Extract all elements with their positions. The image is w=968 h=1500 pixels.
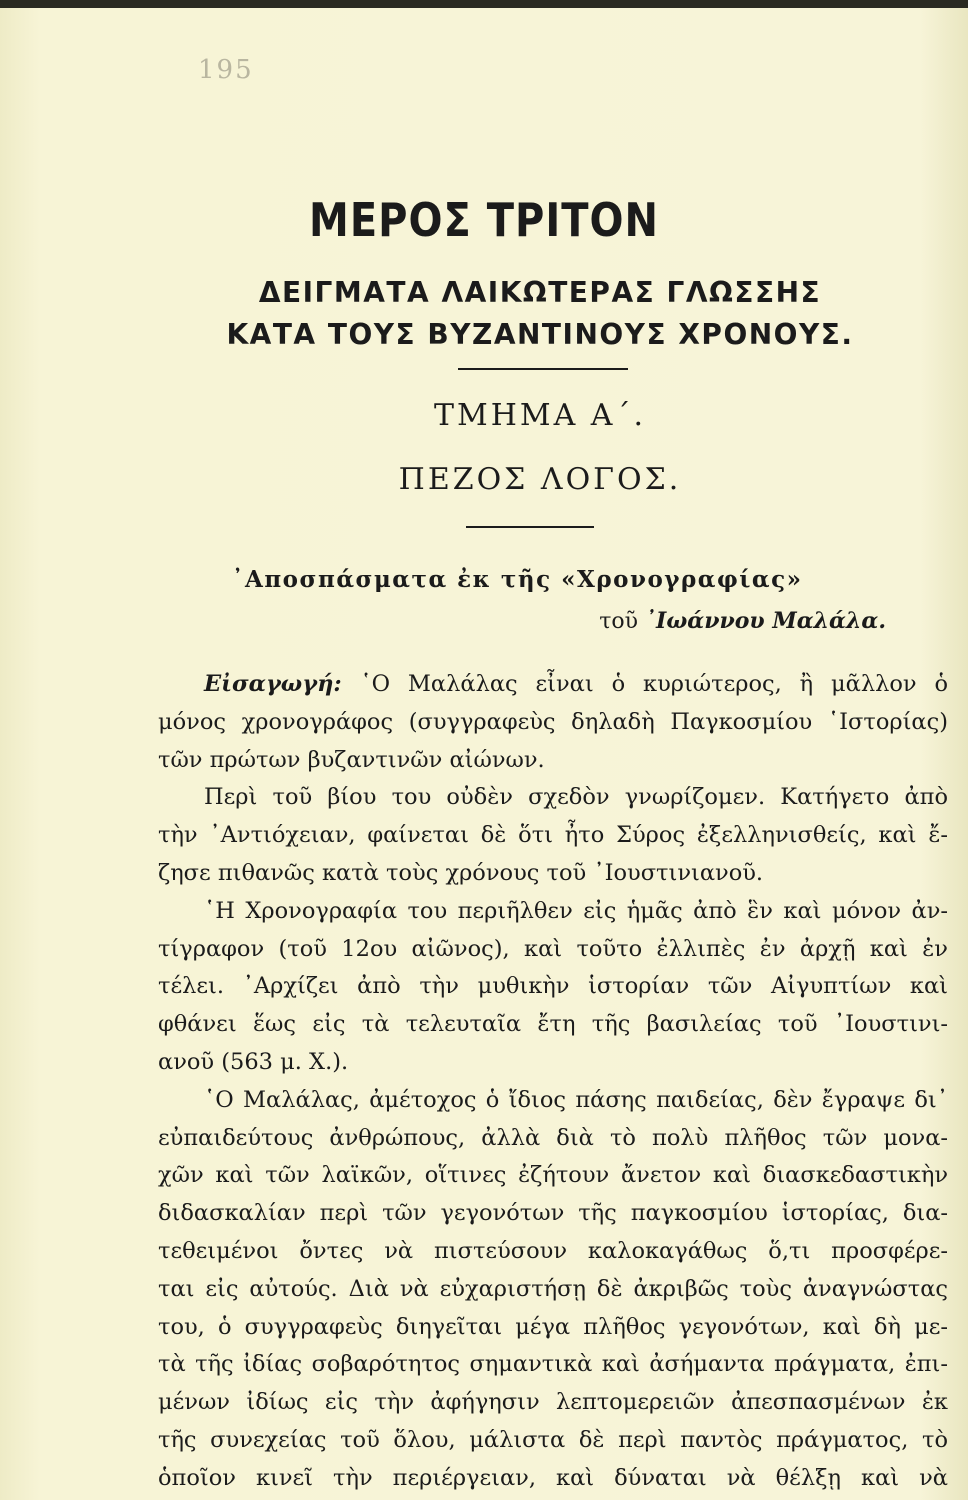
text-line [158, 1346, 948, 1384]
body-text [158, 666, 948, 1498]
text-line [158, 1384, 948, 1422]
text-line-content: τὴν ᾿Αντιόχειαν, φαίνεται δὲ ὅτι ἦτο Σύρος ἐξελληνισθείς, καὶ ἔ- [158, 822, 948, 849]
excerpt-title: ᾿Αποσπάσματα ἐκ τῆς «Χρονογραφίας» [232, 566, 803, 593]
text-line-content: του, ὁ συγγραφεὺς διηγεῖται μέγα πλῆθος γεγονότων, καὶ δὴ με- [158, 1313, 948, 1340]
text-line [158, 1006, 948, 1044]
text-line [158, 779, 948, 817]
text-line-content: ται εἰς αὐτούς. Διὰ νὰ εὐχαριστήσῃ δὲ ἀκριβῶς τοὺς ἀναγνώστας [158, 1275, 948, 1302]
intro-label: Εἰσαγωγή: [204, 671, 361, 697]
text-line-content: μόνος χρονογράφος (συγγραφεὺς δηλαδὴ Παγκοσμίου ῾Ιστορίας) [158, 708, 948, 735]
text-line-content: ῾Η Χρονογραφία του περιῆλθεν εἰς ἡμᾶς ἀπὸ ἓν καὶ μόνον ἀν- [204, 897, 948, 924]
text-line [158, 1120, 948, 1158]
subtitle-line-1: ΔΕΙΓΜΑΤΑ ΛΑΙΚΩΤΕΡΑΣ ΓΛΩΣΣΗΣ [258, 276, 822, 309]
text-line-content: διδασκαλίαν περὶ τῶν γεγονότων τῆς παγκοσμίου ἱστορίας, δια- [158, 1200, 948, 1227]
text-line [158, 931, 948, 969]
text-line-content: τῶν πρώτων βυζαντινῶν αἰώνων. [158, 746, 545, 773]
subtitle-line-2: ΚΑΤΑ ΤΟΥΣ ΒΥΖΑΝΤΙΝΟΥΣ ΧΡΟΝΟΥΣ. [226, 318, 854, 351]
text-line-content: ῾Ο Μαλάλας εἶναι ὁ κυριώτερος, ἢ μᾶλλον ὁ [360, 671, 949, 697]
part-title: ΜΕΡΟΣ ΤΡΙΤΟΝ [309, 194, 659, 248]
text-line [158, 1271, 948, 1309]
text-line [158, 1195, 948, 1233]
text-line [158, 855, 948, 893]
text-line-content: τῆς συνεχείας τοῦ ὅλου, μάλιστα δὲ περὶ παντὸς πράγματος, τὸ [158, 1426, 948, 1453]
section-title: ΤΜΗΜΑ Α΄. [433, 398, 646, 433]
author-prefix: τοῦ [599, 609, 639, 634]
text-line [158, 1422, 948, 1460]
text-line [158, 666, 948, 704]
text-line-content: τίγραφον (τοῦ 12ου αἰῶνος), καὶ τοῦτο ἐλλιπὲς ἐν ἀρχῇ καὶ ἐν [158, 935, 948, 962]
page-top-edge [0, 0, 968, 8]
text-line [158, 1157, 948, 1195]
text-line-content: ῾Ο Μαλάλας, ἀμέτοχος ὁ ἴδιος πάσης παιδείας, δὲν ἔγραψε δι᾿ [204, 1086, 948, 1113]
divider-rule [458, 368, 628, 370]
divider-rule [466, 526, 594, 528]
text-line [158, 704, 948, 742]
text-line-content: μένων ἰδίως εἰς τὴν ἀφήγησιν λεπτομερειῶν ἀπεσπασμένων ἐκ [158, 1389, 948, 1416]
text-line-content: τέλει. ᾿Αρχίζει ἀπὸ τὴν μυθικὴν ἱστορίαν τῶν Αἰγυπτίων καὶ [158, 973, 948, 1000]
text-line [158, 893, 948, 931]
text-line-content: χῶν καὶ τῶν λαϊκῶν, οἵτινες ἐζήτουν ἄνετον καὶ διασκεδαστικὴν [158, 1162, 948, 1189]
text-line [158, 1309, 948, 1347]
text-line-content: τεθειμένοι ὄντες νὰ πιστεύσουν καλοκαγάθως ὅ,τι προσφέρε- [158, 1237, 948, 1264]
text-line [158, 1460, 948, 1498]
page-number: 195 [198, 55, 254, 85]
text-line [158, 817, 948, 855]
text-line [158, 1082, 948, 1120]
text-line-content: φθάνει ἕως εἰς τὰ τελευταῖα ἔτη τῆς βασιλείας τοῦ ᾿Ιουστινι- [158, 1011, 948, 1038]
text-line-content: Περὶ τοῦ βίου του οὐδὲν σχεδὸν γνωρίζομεν. Κατήγετο ἀπὸ [204, 784, 948, 811]
section-subtitle: ΠΕΖΟΣ ΛΟΓΟΣ. [398, 462, 682, 497]
author-line [599, 608, 886, 634]
text-line-content: τὰ τῆς ἰδίας σοβαρότητος σημαντικὰ καὶ ἀσήμαντα πράγματα, ἐπι- [158, 1351, 948, 1378]
text-line [158, 968, 948, 1006]
text-line [158, 1044, 948, 1082]
author-name: ᾿Ιωάννου Μαλάλα. [645, 608, 886, 634]
text-line-content: ὁποῖον κινεῖ τὴν περιέργειαν, καὶ δύναται νὰ θέλξῃ καὶ νὰ [158, 1464, 948, 1491]
text-line-content: ανοῦ (563 μ. Χ.). [158, 1048, 349, 1075]
text-line [158, 1233, 948, 1271]
text-line-content: ζησε πιθανῶς κατὰ τοὺς χρόνους τοῦ ᾿Ιουστινιανοῦ. [158, 859, 764, 886]
text-line-content: εὐπαιδεύτους ἀνθρώπους, ἀλλὰ διὰ τὸ πολὺ πλῆθος τῶν μονα- [158, 1124, 948, 1151]
text-line [158, 742, 948, 780]
